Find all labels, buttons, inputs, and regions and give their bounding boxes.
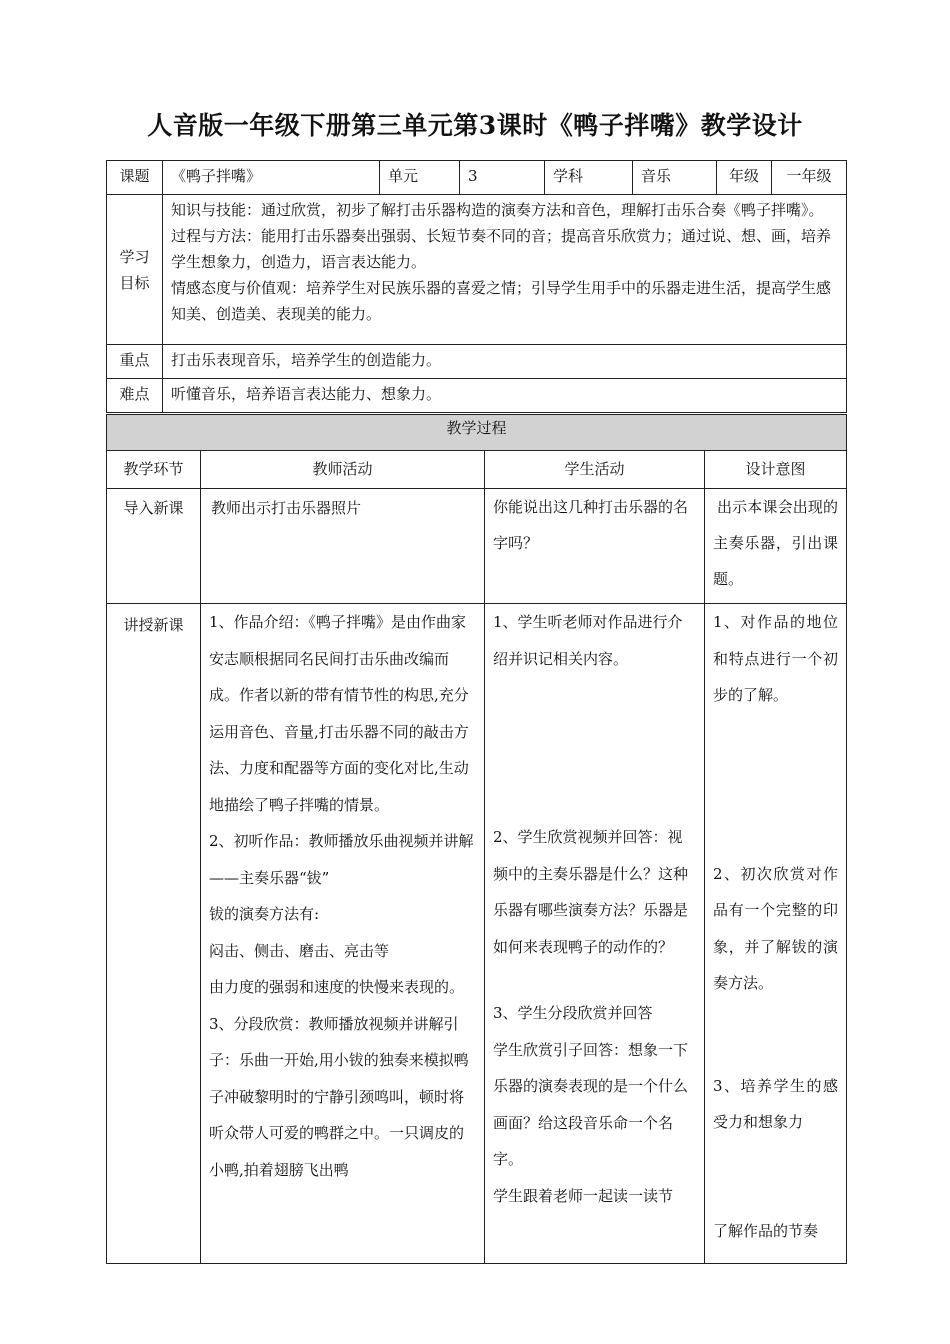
- key-label: 重点: [107, 345, 163, 379]
- student-intro-answer: 学生欣赏引子回答：想象一下乐器的演奏表现的是一个什么画面？给这段音乐命一个名字。: [493, 1040, 689, 1168]
- subject-value: 音乐: [633, 161, 717, 195]
- topic-label: 课题: [107, 161, 163, 195]
- teacher-step-1: 1、作品介绍：《鸭子拌嘴》是由作曲家安志顺根据同名民间打击乐曲改编而成。作者以新的带有情节性的构思,充分运用音色、音量,打击乐器不同的敲击方法、力度和配器等方面的变化对比,生动地描绘了鸭子拌嘴的情景。: [209, 613, 469, 814]
- intent-step-2: 2、初次欣赏对作品有一个完整的印象，并了解钹的演奏方法。: [713, 864, 839, 992]
- difficult-value: 听懂音乐，培养语言表达能力、想象力。: [163, 379, 847, 413]
- teacher-cymbal-methods: 闷击、侧击、磨击、亮击等: [209, 941, 390, 960]
- intent-rhythm: 了解作品的节奏: [713, 1221, 819, 1240]
- stage-intro: 导入新课: [107, 489, 201, 604]
- goals-label: 学习目标: [107, 195, 163, 345]
- goal-process: 过程与方法：能用打击乐器奏出强弱、长短节奏不同的音；提高音乐欣赏力；通过说、想、画，培养学生想象力，创造力，语言表达能力。: [171, 227, 832, 271]
- grade-label: 年级: [717, 161, 772, 195]
- topic-value: 《鸭子拌嘴》: [163, 161, 380, 195]
- unit-label: 单元: [380, 161, 460, 195]
- intent-step-3: 3、培养学生的感受力和想象力: [713, 1076, 839, 1131]
- unit-value: 3: [460, 161, 545, 195]
- student-step-1: 1、学生听老师对作品进行介绍并识记相关内容。: [493, 613, 683, 668]
- process-bar: 教学过程: [107, 415, 847, 451]
- teacher-dynamics: 由力度的强弱和速度的快慢来表现的。: [209, 978, 465, 996]
- difficult-label: 难点: [107, 379, 163, 413]
- student-rhythm: 学生跟着老师一起读一读节: [493, 1186, 674, 1205]
- header-student: 学生活动: [485, 451, 705, 489]
- teaching-process-table: [106, 414, 847, 1264]
- intent-intro: 出示本课会出现的主奏乐器，引出课题。: [705, 489, 847, 604]
- stage-lecture: 讲授新课: [107, 604, 201, 1264]
- student-lecture: [485, 604, 705, 1264]
- goal-emotion: 情感态度与价值观：培养学生对民族乐器的喜爱之情；引导学生用手中的乐器走进生活，提高学生感知美、创造美、表现美的能力。: [171, 279, 832, 323]
- header-teacher: 教师活动: [201, 451, 485, 489]
- lesson-info-table: [106, 160, 847, 413]
- header-intent: 设计意图: [705, 451, 847, 489]
- student-intro: 你能说出这几种打击乐器的名字吗？: [485, 489, 705, 604]
- teacher-step-2: 2、初听作品：教师播放乐曲视频并讲解——主奏乐器“钹”: [209, 832, 474, 887]
- key-value: 打击乐表现音乐，培养学生的创造能力。: [163, 345, 847, 379]
- teacher-lecture: [201, 604, 485, 1264]
- goals-cell: [163, 195, 847, 345]
- grade-value: 一年级: [772, 161, 847, 195]
- goal-knowledge: 知识与技能：通过欣赏，初步了解打击乐器构造的演奏方法和音色，理解打击乐合奏《鸭子拌嘴》。: [171, 201, 824, 219]
- teacher-step-3: 3、分段欣赏：教师播放视频并讲解引子：乐曲一开始,用小钹的独奏来模拟鸭子冲破黎明时的宁静引颈鸣叫，顿时将听众带人可爱的鸭群之中。一只调皮的小鸭,拍着翅膀飞出鸭: [209, 1014, 469, 1179]
- student-step-3: 3、学生分段欣赏并回答: [493, 1004, 653, 1022]
- intent-step-1: 1、对作品的地位和特点进行一个初步的了解。: [713, 613, 839, 704]
- table-row: [107, 489, 847, 604]
- table-row: [107, 604, 847, 1264]
- subject-label: 学科: [545, 161, 633, 195]
- header-stage: 教学环节: [107, 451, 201, 489]
- document-title: 人音版一年级下册第三单元第3课时《鸭子拌嘴》教学设计: [147, 111, 803, 140]
- student-step-2: 2、学生欣赏视频并回答：视频中的主奏乐器是什么？这种乐器有哪些演奏方法？乐器是如何来表现鸭子的动作的？: [493, 828, 689, 956]
- intent-lecture: [705, 604, 847, 1264]
- teacher-intro: 教师出示打击乐器照片: [201, 489, 485, 604]
- teacher-cymbal-methods-label: 钹的演奏方法有:: [209, 905, 320, 923]
